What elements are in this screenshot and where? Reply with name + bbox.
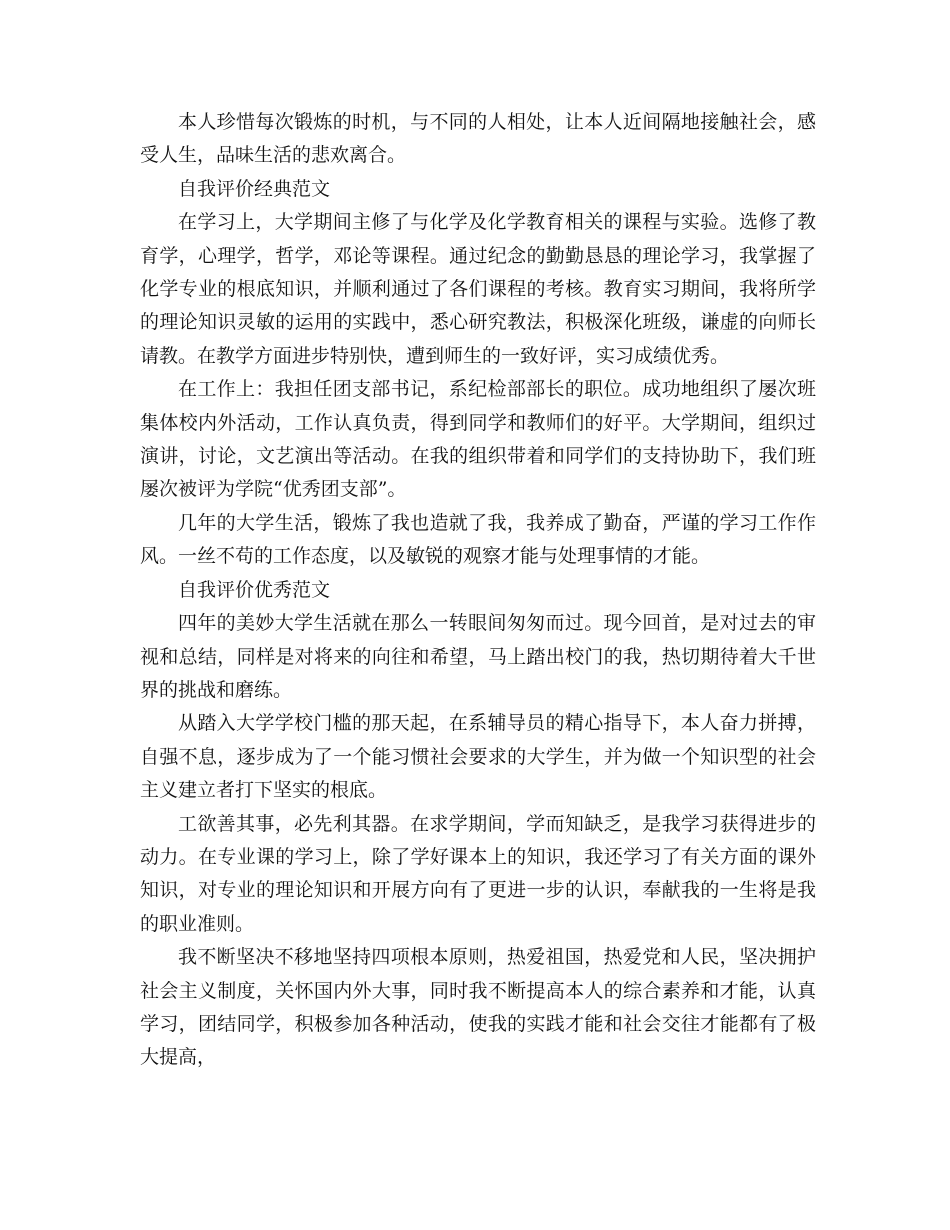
section-heading-excellent: 自我评价优秀范文 xyxy=(178,578,331,601)
paragraph-1: 本人珍惜每次锻炼的时机，与不同的人相处，让本人近间隔地接触社会，感受人生，品味生活的悲欢离合。 xyxy=(140,111,816,167)
paragraph-tools: 工欲善其事，必先利其器。在求学期间，学而知缺乏，是我学习获得进步的动力。在专业课的学习上，除了学好课本上的知识，我还学习了有关方面的课外知识，对专业的理论知识和开展方向有了更进一步的认识，奉献我的一生将是我的职业准则。 xyxy=(140,812,816,935)
section-heading-classic: 自我评价经典范文 xyxy=(178,177,331,200)
paragraph-four-years: 四年的美妙大学生活就在那么一转眼间匆匆而过。现今回首，是对过去的审视和总结，同样是对将来的向往和希望，马上踏出校门的我，热切期待着大千世界的挑战和磨练。 xyxy=(140,612,816,701)
document-body xyxy=(140,106,816,1075)
paragraph-college-life: 几年的大学生活，锻炼了我也造就了我，我养成了勤奋，严谨的学习工作作风。一丝不苟的工作态度，以及敏锐的观察才能与处理事情的才能。 xyxy=(140,511,816,568)
paragraph-principles: 我不断坚决不移地坚持四项根本原则，热爱祖国，热爱党和人民，坚决拥护社会主义制度，关怀国内外大事，同时我不断提高本人的综合素养和才能，认真学习，团结同学，积极参加各种活动，使我的实践才能和社会交往才能都有了极大提高， xyxy=(140,946,816,1069)
paragraph-since-entering: 从踏入大学学校门槛的那天起，在系辅导员的精心指导下，本人奋力拼搏，自强不息，逐步成为了一个能习惯社会要求的大学生，并为做一个知识型的社会主义建立者打下坚实的根底。 xyxy=(140,712,816,802)
paragraph-work: 在工作上：我担任团支部书记，系纪检部部长的职位。成功地组织了屡次班集体校内外活动，工作认真负责，得到同学和教师们的好平。大学期间，组织过演讲，讨论，文艺演出等活动。在我的组织带着和同学们的支持协助下，我们班屡次被评为学院“优秀团支部”。 xyxy=(140,378,816,501)
paragraph-study: 在学习上，大学期间主修了与化学及化学教育相关的课程与实验。选修了教育学，心理学，哲学，邓论等课程。通过纪念的勤勤恳恳的理论学习，我掌握了化学专业的根底知识，并顺利通过了各们课程的考核。教育实习期间，我将所学的理论知识灵敏的运用的实践中，悉心研究教法，积极深化班级，谦虚的向师长请教。在教学方面进步特别快，遭到师生的一致好评，实习成绩优秀。 xyxy=(140,211,816,367)
